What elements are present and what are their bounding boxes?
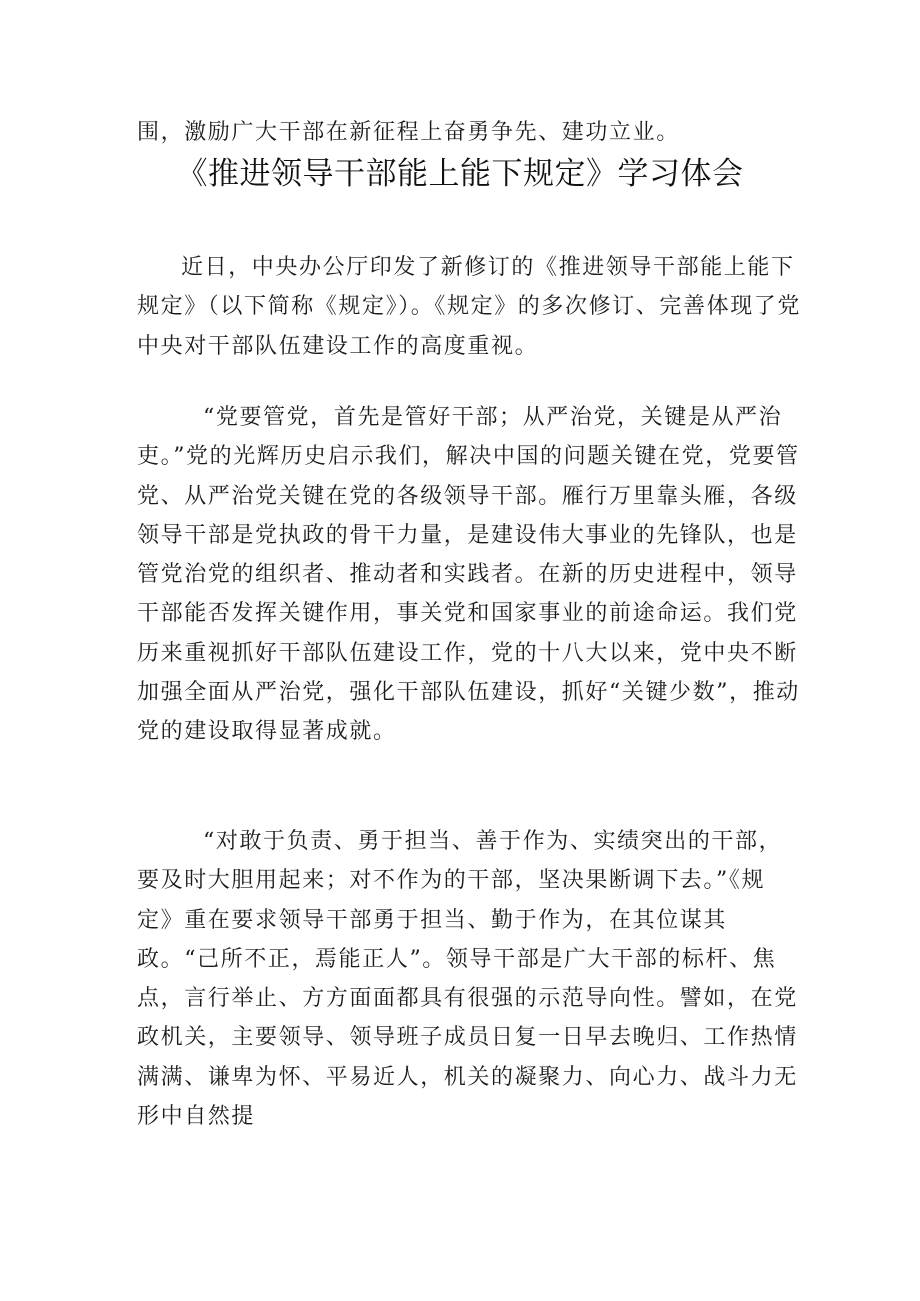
page-title: 《推进领导干部能上能下规定》学习体会 bbox=[176, 156, 744, 192]
continuation-text: 围，激励广大干部在新征程上奋勇争先、建功立业。 bbox=[137, 120, 680, 145]
paragraph-3: “对敢于负责、勇于担当、善于作为、实绩突出的干部，要及时大胆用起来；对不作为的干部，坚决果断调下去。”《规定》重在要求领导干部勇于担当、勤于作为，在其位谋其政。“己所不正，焉能正人”。领导干部是广大干部的标杆、焦点，言行举止、方方面面都具有很强的示范导向性。譬如，在党政机关，主要领导、领导班子成员日复一日早去晚归、工作热情满满、谦卑为怀、平易近人，机关的凝聚力、向心力、战斗力无形中自然提 bbox=[137, 829, 798, 1130]
paragraph-2: “党要管党，首先是管好干部；从严治党，关键是从严治吏。”党的光辉历史启示我们，解决中国的问题关键在党，党要管党、从严治党关键在党的各级领导干部。雁行万里靠头雁，各级领导干部是党执政的骨干力量，是建设伟大事业的先锋队，也是管党治党的组织者、推动者和实践者。在新的历史进程中，领导干部能否发挥关键作用，事关党和国家事业的前途命运。我们党历来重视抓好干部队伍建设工作，党的十八大以来，党中央不断加强全面从严治党，强化干部队伍建设，抓好“关键少数”，推动党的建设取得显著成就。 bbox=[137, 405, 800, 745]
paragraph-1: 近日，中央办公厅印发了新修订的《推进领导干部能上能下规定》（以下简称《规定》）。《规定》的多次修订、完善体现了党中央对干部队伍建设工作的高度重视。 bbox=[137, 255, 802, 359]
